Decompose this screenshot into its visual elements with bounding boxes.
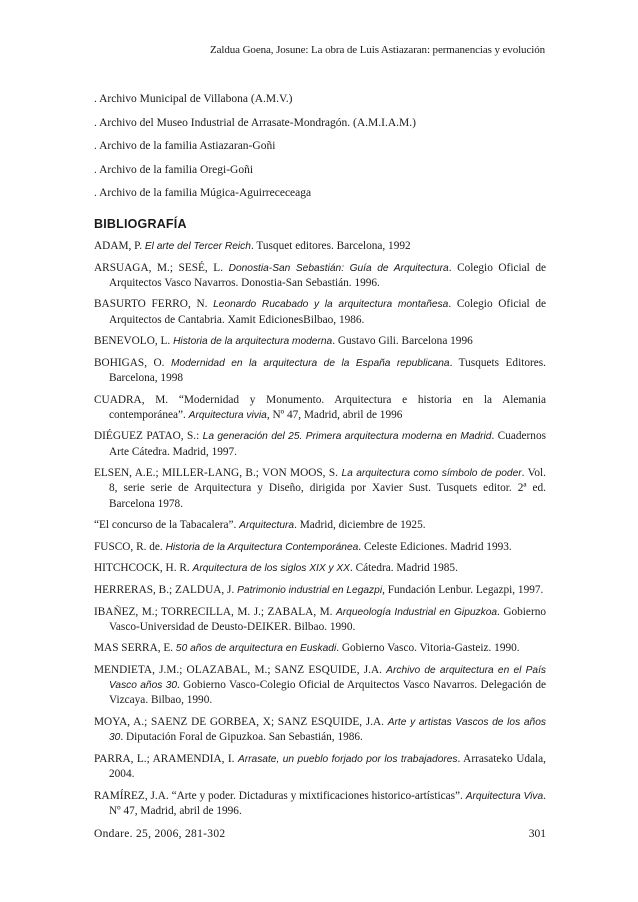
entry-author: PARRA, L.; ARAMENDIA, I. — [94, 752, 238, 765]
entry-author: IBAÑEZ, M.; TORRECILLA, M. J.; ZABALA, M. — [94, 605, 336, 618]
entry-title: Donostia-San Sebastián: Guía de Arquitectura — [228, 262, 449, 274]
entry-author: ADAM, P. — [94, 240, 145, 252]
bibliography-entry — [94, 561, 546, 576]
entry-author: RAMÍREZ, J.A. “Arte y poder. Dictaduras y mixtificaciones historico-artísticas”. — [94, 789, 466, 802]
entry-title: Leonardo Rucabado y la arquitectura montañesa — [213, 299, 449, 311]
entry-details: . Gobierno Vasco-Colegio Oficial de Arquitectos Vasco Navarros. Delegación de Vizcaya. Bilbao, 1990. — [109, 679, 546, 707]
entry-author: HERRERAS, B.; ZALDUA, J. — [94, 583, 238, 596]
bibliography-entry — [94, 789, 546, 819]
entry-title: La generación del 25. Primera arquitectura moderna en Madrid — [202, 431, 492, 443]
entry-details: . Cátedra. Madrid 1985. — [349, 562, 458, 575]
bibliography-entry — [94, 752, 546, 782]
bibliography-entry — [94, 540, 546, 555]
page-number: 301 — [528, 828, 546, 840]
archive-list — [94, 88, 546, 206]
entry-author: “El concurso de la Tabacalera”. — [94, 519, 240, 532]
archive-item: . Archivo del Museo Industrial de Arrasate-Mondragón. (A.M.I.A.M.) — [94, 116, 416, 129]
entry-details: . Gobierno Vasco. Vitoria-Gasteiz. 1990. — [336, 642, 520, 655]
entry-title: La arquitectura como símbolo de poder — [341, 468, 522, 480]
bibliography-entry — [94, 466, 546, 512]
entry-details: . Tusquets Editores. Barcelona, 1998 — [109, 356, 546, 384]
entry-author: MENDIETA, J.M.; OLAZABAL, M.; SANZ ESQUIDE, J.A. — [94, 663, 387, 676]
bibliography-entry — [94, 641, 546, 656]
entry-title: Arquitectura de los siglos XIX y XX — [192, 563, 350, 575]
bibliography-entry — [94, 583, 546, 598]
entry-title: El arte del Tercer Reich — [144, 241, 251, 252]
entry-details: , Nº 47, Madrid, abril de 1996 — [266, 408, 403, 421]
archive-item: . Archivo Municipal de Villabona (A.M.V.) — [94, 93, 293, 105]
entry-title: Arquitectura Viva — [465, 790, 544, 802]
running-header: Zaldua Goena, Josune: La obra de Luis Astiazaran: permanencias y evolución — [209, 44, 545, 56]
bibliography-entry — [94, 356, 546, 386]
bibliography-entry — [94, 715, 546, 745]
entry-author: BENEVOLO, L. — [94, 335, 174, 348]
bibliography-entry — [94, 605, 546, 635]
entry-details: , Fundación Lenbur. Legazpi, 1997. — [382, 583, 544, 596]
entry-details: . Gustavo Gili. Barcelona 1996 — [332, 335, 473, 348]
entry-title: Historia de la Arquitectura Contemporánea — [165, 541, 359, 553]
archive-item: . Archivo de la familia Astiazaran-Goñi — [94, 140, 276, 153]
bibliography-entry — [94, 261, 546, 291]
bibliography-entry — [94, 518, 546, 533]
entry-title: Modernidad en la arquitectura de la España republicana — [170, 357, 450, 369]
entry-title: Arquitectura — [239, 520, 295, 532]
entry-details: . Tusquet editores. Barcelona, 1992 — [250, 240, 411, 252]
entry-title: Arrasate, un pueblo forjado por los trabajadores — [237, 753, 458, 765]
entry-author: HITCHCOCK, H. R. — [94, 562, 193, 575]
entry-title: Patrimonio industrial en Legazpi — [237, 584, 383, 596]
entry-title: Arquitectura vivia — [188, 409, 267, 421]
bibliography-list — [94, 239, 546, 825]
archive-item: . Archivo de la familia Oregi-Goñi — [94, 163, 254, 176]
entry-title: Arqueología Industrial en Gipuzkoa — [335, 606, 498, 618]
entry-details: . Cuadernos Arte Cátedra. Madrid, 1997. — [109, 430, 546, 458]
bibliography-entry — [94, 334, 546, 349]
entry-title: Historia de la arquitectura moderna — [173, 336, 333, 348]
entry-details: . Gobierno Vasco-Universidad de Deusto-DEIKER. Bilbao. 1990. — [109, 605, 547, 633]
bibliography-entry — [94, 429, 546, 459]
entry-details: . Nº 47, Madrid, abril de 1996. — [109, 789, 546, 817]
entry-author: CUADRA, M. “Modernidad y Monumento. Arquitectura e historia en la Alemania contemporánea”. — [94, 393, 546, 421]
entry-details: . Arrasateko Udala, 2004. — [109, 752, 546, 780]
entry-author: MAS SERRA, E. — [94, 642, 176, 655]
entry-author: MOYA, A.; SAENZ DE GORBEA, X; SANZ ESQUIDE, J.A. — [94, 715, 388, 728]
entry-details: . Vol. 8, serie serie de Arquitectura y Diseño, dirigida por Xavier Sust. Tusquets editor. 2ª ed. Barcelona 1978. — [109, 467, 546, 510]
entry-details: . Diputación Foral de Gipuzkoa. San Sebastián, 1986. — [120, 731, 363, 744]
bibliography-entry — [94, 297, 546, 327]
entry-author: BOHIGAS, O. — [94, 356, 171, 369]
bibliography-entry — [94, 239, 546, 254]
entry-details: . Colegio Oficial de Arquitectos Vasco Navarros. Donostia-San Sebastián. 1996. — [109, 261, 546, 289]
bibliography-entry — [94, 663, 546, 709]
bibliography-entry — [94, 393, 546, 423]
archive-item: . Archivo de la familia Múgica-Aguirrececeaga — [94, 187, 312, 200]
section-heading: BIBLIOGRAFÍA — [94, 217, 187, 231]
footer-journal: Ondare. 25, 2006, 281-302 — [94, 828, 226, 840]
entry-author: BASURTO FERRO, N. — [94, 298, 214, 311]
entry-title: Arte y artistas Vascos de los años 30 — [109, 716, 546, 744]
entry-details: . Madrid, diciembre de 1925. — [294, 519, 426, 532]
entry-author: DIÉGUEZ PATAO, S.: — [94, 430, 203, 443]
entry-details: . Colegio Oficial de Arquitectos de Cantabria. Xamit EdicionesBilbao, 1986. — [109, 298, 546, 326]
entry-details: . Celeste Ediciones. Madrid 1993. — [358, 540, 512, 553]
entry-title: 50 años de arquitectura en Euskadi — [175, 643, 337, 655]
entry-author: ELSEN, A.E.; MILLER-LANG, B.; VON MOOS, S. — [94, 467, 342, 480]
entry-author: ARSUAGA, M.; SESÉ, L. — [94, 261, 229, 274]
entry-author: FUSCO, R. de. — [94, 540, 166, 553]
entry-title: Archivo de arquitectura en el País Vasco años 30 — [109, 664, 547, 692]
